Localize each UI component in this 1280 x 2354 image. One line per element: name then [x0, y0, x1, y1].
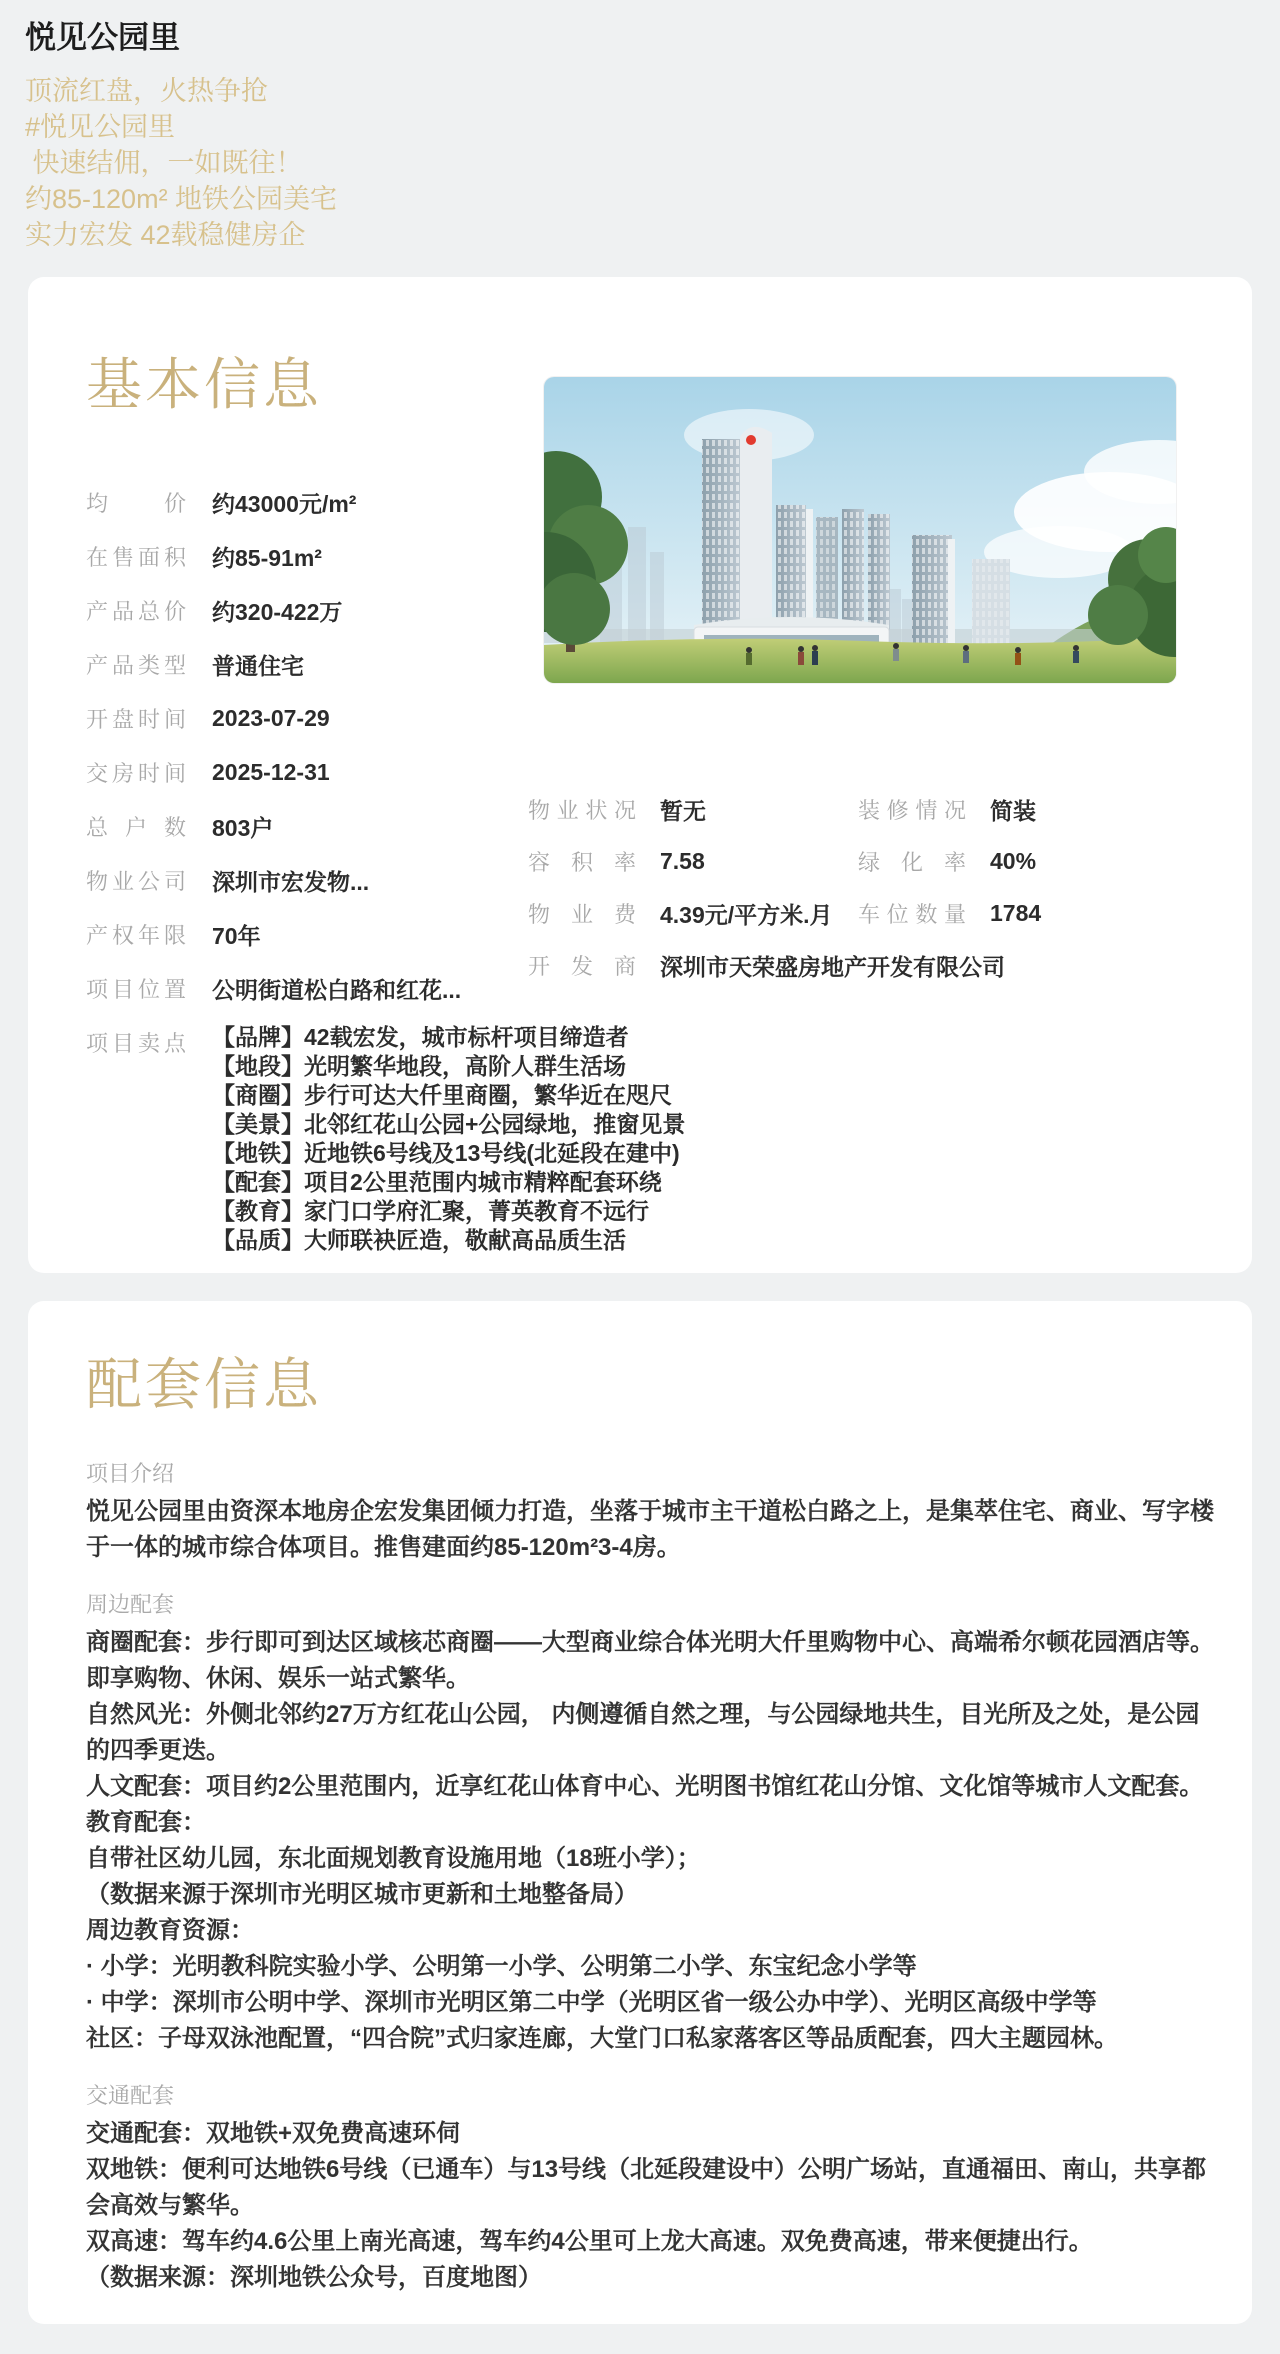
info-value: 7.58	[660, 847, 705, 874]
section-label-surrounding: 周边配套	[86, 1592, 175, 1617]
info-label: 物业费	[528, 901, 636, 927]
info-value: 公明街道松白路和红花...	[212, 976, 462, 1003]
info-label: 物业状况	[528, 797, 636, 823]
basic-info-right-fields	[528, 783, 1242, 991]
info-row-greening-rate	[858, 835, 1242, 887]
selling-points-label: 项目卖点	[86, 1031, 186, 1056]
selling-point: 【地段】光明繁华地段，高阶人群生活场	[212, 1053, 626, 1079]
info-value: 普通住宅	[212, 652, 304, 679]
promo-line: #悦见公园里	[25, 112, 176, 142]
selling-point: 【品牌】42载宏发，城市标杆项目缔造者	[212, 1024, 629, 1050]
info-label: 容积率	[528, 849, 636, 875]
info-row-product-type	[86, 637, 558, 691]
selling-point: 【美景】北邻红花山公园+公园绿地，推窗见景	[212, 1111, 686, 1137]
info-row-decoration	[858, 783, 1242, 835]
paragraph: 自带社区幼儿园，东北面规划教育设施用地（18班小学）；	[86, 1845, 701, 1872]
info-label: 产品类型	[86, 652, 186, 678]
promo-line: 实力宏发 42载稳健房企	[25, 220, 306, 250]
info-row-opening-date	[86, 691, 558, 745]
info-value: 40%	[990, 847, 1037, 874]
info-row-total-households	[86, 799, 558, 853]
paragraph: 自然风光：外侧北邻约27万方红花山公园， 内侧遵循自然之理，与公园绿地共生，目光所及之处，是公园的四季更迭。	[86, 1701, 1200, 1764]
info-label: 项目位置	[86, 976, 186, 1002]
info-label: 开盘时间	[86, 706, 186, 732]
promo-line: 顶流红盘，火热争抢	[25, 76, 268, 106]
info-label: 物业公司	[86, 868, 186, 894]
promo-line: 约85-120m² 地铁公园美宅	[25, 184, 338, 214]
paragraph: · 小学：光明教科院实验小学、公明第一小学、公明第二小学、东宝纪念小学等	[86, 1953, 917, 1980]
facility-info-card	[28, 1301, 1252, 2324]
page-header	[0, 0, 1280, 253]
info-row-project-location	[86, 961, 558, 1015]
paragraph: 周边教育资源：	[86, 1917, 254, 1944]
info-value: 约43000元/m²	[212, 490, 357, 517]
info-row-property-status	[528, 783, 858, 835]
paragraph: 商圈配套：步行即可到达区域核芯商圈——大型商业综合体光明大仟里购物中心、高端希尔顿花园酒店等。即享购物、休闲、娱乐一站式繁华。	[86, 1629, 1214, 1692]
selling-points-lines	[212, 1023, 685, 1255]
info-row-developer	[528, 939, 1242, 991]
info-label: 均价	[86, 490, 186, 516]
info-label: 车位数量	[858, 901, 966, 927]
paragraph: 人文配套：项目约2公里范围内，近享红花山体育中心、光明图书馆红花山分馆、文化馆等城市人文配套。	[86, 1773, 1204, 1800]
property-rendering-image[interactable]	[544, 377, 1176, 683]
info-row-delivery-date	[86, 745, 558, 799]
info-label: 产品总价	[86, 598, 186, 624]
info-value: 2023-07-29	[212, 704, 330, 731]
section-label-transport: 交通配套	[86, 2083, 175, 2108]
basic-info-card	[28, 277, 1252, 1273]
info-label: 开发商	[528, 953, 636, 979]
paragraph: （数据来源：深圳地铁公众号，百度地图）	[86, 2264, 542, 2291]
info-row-ownership-years	[86, 907, 558, 961]
info-value: 约85-91m²	[212, 544, 322, 571]
paragraph: · 中学：深圳市公明中学、深圳市光明区第二中学（光明区省一级公办中学）、光明区高级中学等	[86, 1989, 1097, 2016]
paragraph: 双高速：驾车约4.6公里上南光高速，驾车约4公里可上龙大高速。双免费高速，带来便捷出行。	[86, 2228, 1093, 2255]
section-body-surrounding	[60, 1625, 1220, 2057]
info-value: 深圳市宏发物...	[212, 868, 370, 895]
info-value: 深圳市天荣盛房地产开发有限公司	[660, 953, 1005, 980]
info-label: 交房时间	[86, 760, 186, 786]
info-row-parking-count	[858, 887, 1242, 939]
info-row-average-price	[86, 475, 558, 529]
page-bottom-spacer	[0, 2324, 1280, 2354]
promo-line: 快速结佣，一如既往！	[25, 148, 303, 178]
info-label: 装修情况	[858, 797, 966, 823]
building-rendering-illustration	[544, 377, 1176, 683]
info-row-plot-ratio	[528, 835, 858, 887]
paragraph: 交通配套：双地铁+双免费高速环伺	[86, 2120, 461, 2147]
info-value: 约320-422万	[212, 598, 343, 625]
info-value: 1784	[990, 899, 1042, 926]
info-value: 暂无	[660, 797, 706, 824]
section-label-project-intro: 项目介绍	[86, 1461, 175, 1486]
info-value: 70年	[212, 922, 261, 949]
page-title: 悦见公园里	[25, 20, 180, 55]
selling-points-row	[86, 1023, 686, 1255]
info-value: 4.39元/平方米.月	[660, 901, 833, 928]
info-row-property-company	[86, 853, 558, 907]
paragraph: （数据来源于深圳市光明区城市更新和土地整备局）	[86, 1881, 638, 1908]
info-label: 产权年限	[86, 922, 186, 948]
info-row-total-price	[86, 583, 558, 637]
info-value: 简装	[990, 797, 1036, 824]
info-label: 绿化率	[858, 849, 966, 875]
selling-point: 【配套】项目2公里范围内城市精粹配套环绕	[212, 1169, 662, 1195]
selling-point: 【地铁】近地铁6号线及13号线(北延段在建中)	[212, 1140, 680, 1166]
paragraph: 教育配套：	[86, 1809, 206, 1836]
section-body-transport	[60, 2116, 1220, 2296]
paragraph: 悦见公园里由资深本地房企宏发集团倾力打造，坐落于城市主干道松白路之上，是集萃住宅、商业、写字楼于一体的城市综合体项目。推售建面约85-120m²3-4房。	[86, 1498, 1214, 1561]
info-row-on-sale-area	[86, 529, 558, 583]
facility-info-heading: 配套信息	[86, 1353, 322, 1416]
paragraph: 双地铁：便利可达地铁6号线（已通车）与13号线（北延段建设中）公明广场站，直通福田、南山，共享都会高效与繁华。	[86, 2156, 1207, 2219]
promo-lines	[25, 73, 1280, 253]
info-label: 在售面积	[86, 544, 186, 570]
selling-point: 【品质】大师联袂匠造，敬献高品质生活	[212, 1227, 626, 1253]
selling-point: 【商圈】步行可达大仟里商圈，繁华近在咫尺	[212, 1082, 672, 1108]
info-value: 803户	[212, 814, 274, 841]
info-label: 总户数	[86, 814, 186, 840]
paragraph: 社区：子母双泳池配置，“四合院”式归家连廊，大堂门口私家落客区等品质配套，四大主题园林。	[86, 2025, 1118, 2052]
info-value: 2025-12-31	[212, 758, 330, 785]
selling-point: 【教育】家门口学府汇聚，菁英教育不远行	[212, 1198, 649, 1224]
info-row-property-fee	[528, 887, 858, 939]
basic-info-heading: 基本信息	[86, 353, 322, 416]
section-body-project-intro	[60, 1494, 1220, 1566]
